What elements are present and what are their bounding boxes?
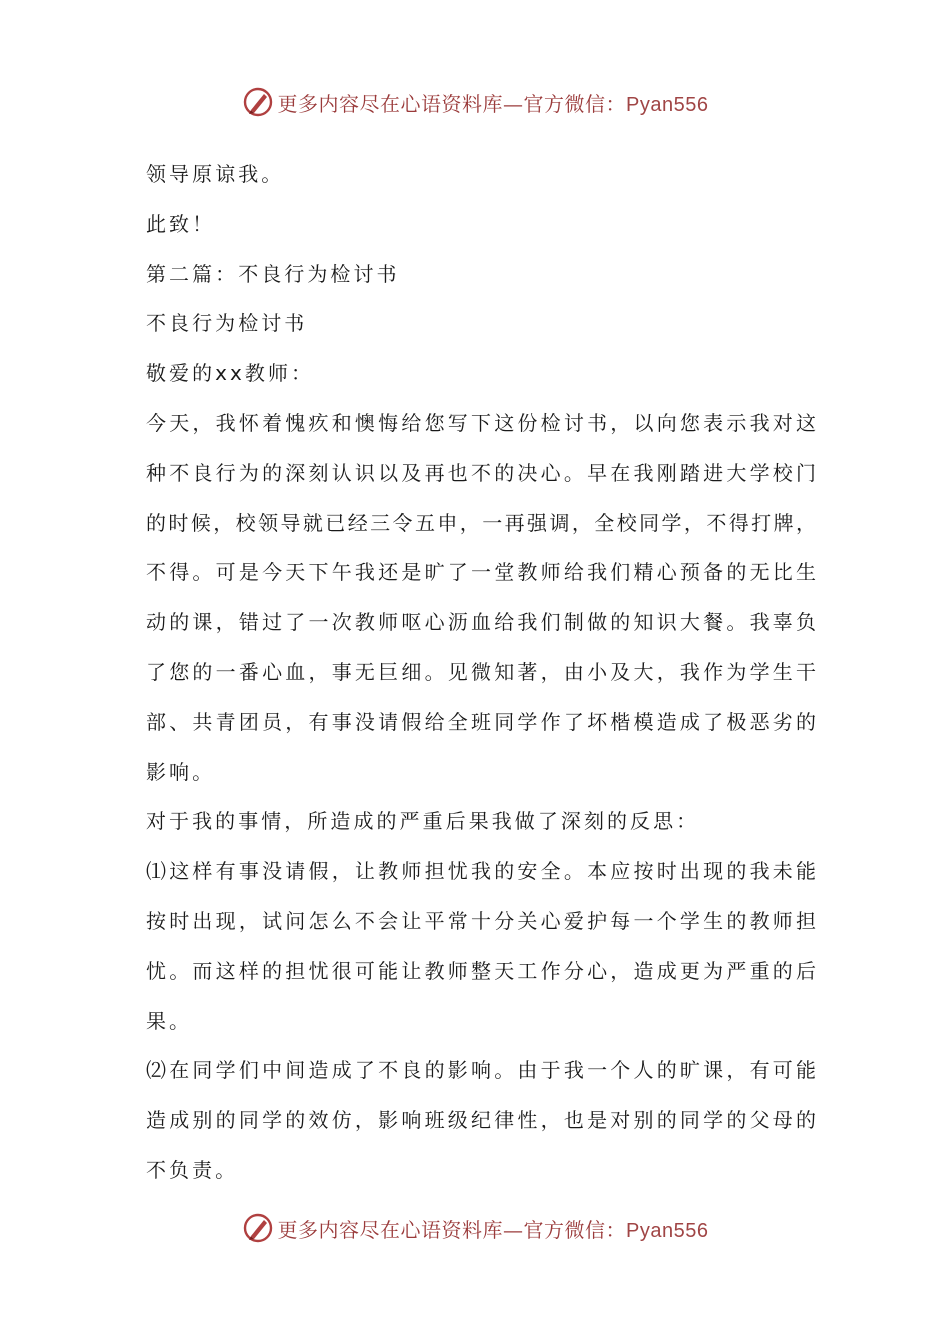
text-line: 领导原谅我。 [146, 162, 285, 186]
footer-banner [0, 1208, 950, 1248]
text-line: 的时候，校领导就已经三令五申，一再强调，全校同学，不得打牌， [146, 510, 816, 535]
letter-title: 不良行为检讨书 [146, 311, 308, 336]
text-line: 对于我的事情，所造成的严重后果我做了深刻的反思： [146, 809, 700, 834]
text-line: 按时出现，试问怎么不会让平常十分关心爱护每一个学生的教师担 [146, 908, 816, 933]
text-line: 今天，我怀着愧疚和懊悔给您写下这份检讨书，以向您表示我对这 [146, 410, 816, 435]
pen-logo-icon [242, 1212, 274, 1244]
text-line: 种不良行为的深刻认识以及再也不的决心。早在我刚踏进大学校门 [146, 460, 816, 485]
text-line: 造成别的同学的效仿，影响班级纪律性，也是对别的同学的父母的 [146, 1108, 816, 1133]
text-line: 果。 [146, 1008, 193, 1033]
banner-main-text: 更多内容尽在心语资料库—官方微信： [277, 1217, 627, 1242]
banner-wechat-id: Pyan556 [626, 1219, 709, 1242]
header-banner [0, 82, 950, 122]
text-line: 不得。可是今天下午我还是旷了一堂教师给我们精心预备的无比生 [146, 560, 816, 585]
text-line: 部、共青团员，有事没请假给全班同学作了坏楷模造成了极恶劣的 [146, 709, 816, 734]
text-line: 不负责。 [146, 1157, 239, 1182]
salutation: 敬爱的xx教师： [146, 361, 315, 386]
banner-wechat-id: Pyan556 [626, 93, 709, 116]
pen-logo-icon [242, 86, 274, 118]
document-body [146, 150, 816, 1196]
text-line: 影响。 [146, 759, 216, 784]
text-line: ⑴这样有事没请假，让教师担忧我的安全。本应按时出现的我未能 [146, 859, 816, 884]
banner-main-text: 更多内容尽在心语资料库—官方微信： [277, 91, 627, 116]
text-line: ⑵在同学们中间造成了不良的影响。由于我一个人的旷课，有可能 [146, 1058, 816, 1083]
text-line: 此致！ [146, 211, 216, 236]
text-line: 忧。而这样的担忧很可能让教师整天工作分心，造成更为严重的后 [146, 958, 816, 983]
banner-text [278, 1214, 709, 1243]
text-line: 了您的一番心血，事无巨细。见微知著，由小及大，我作为学生干 [146, 659, 816, 684]
section-title: 第二篇：不良行为检讨书 [146, 261, 400, 286]
banner-text [278, 88, 709, 117]
text-line: 动的课，错过了一次教师呕心沥血给我们制做的知识大餐。我辜负 [146, 610, 816, 635]
